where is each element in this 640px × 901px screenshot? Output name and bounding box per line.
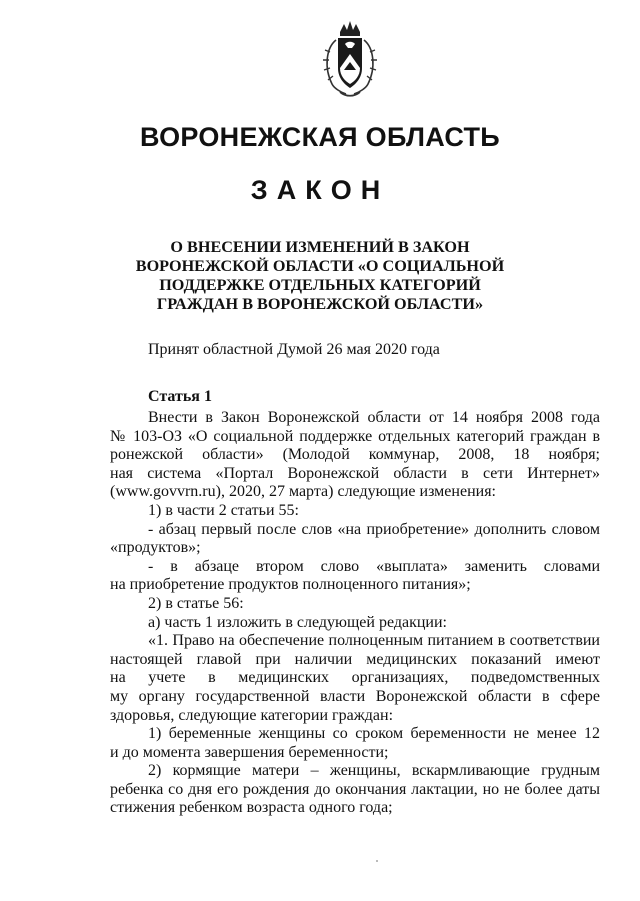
body-line: и до момента завершения беременности;	[110, 743, 389, 761]
law-title-line: О ВНЕСЕНИИ ИЗМЕНЕНИЙ В ЗАКОН	[170, 238, 470, 256]
body-line: «продуктов»;	[110, 539, 201, 557]
body-line: (www.govvrn.ru), 2020, 27 марта) следующие изменения:	[110, 483, 496, 501]
article-heading: Статья 1	[148, 388, 212, 405]
law-title-line: ВОРОНЕЖСКОЙ ОБЛАСТИ «О СОЦИАЛЬНОЙ	[135, 257, 505, 275]
body-line: на приобретение продуктов полноценного питания»;	[110, 576, 471, 594]
body-line: 2) кормящие матери – женщины, вскармливающие грудным	[148, 762, 600, 780]
body-line: - в абзаце втором слово «выплата» заменить словами	[148, 557, 600, 575]
body-line: на учете в медицинских организациях, подведомственных	[110, 669, 600, 687]
body-line: 2) в статье 56:	[148, 594, 244, 612]
scan-speck	[376, 860, 378, 862]
body-line: «1. Право на обеспечение полноценным питанием в соответствии	[148, 632, 600, 650]
body-line: 1) беременные женщины со сроком беременности не менее 12	[148, 725, 600, 743]
body-line: ребенка со дня его рождения до окончания лактации, но не более даты	[110, 780, 600, 798]
body-line: № 103-ОЗ «О социальной поддержке отдельных категорий граждан в	[110, 427, 600, 445]
document-type-heading: ЗАКОН	[250, 175, 390, 205]
law-title	[130, 238, 510, 314]
body-line: стижения ребенком возраста одного года;	[110, 799, 393, 817]
coat-of-arms-emblem	[318, 18, 382, 100]
body-line: настоящей главой при наличии медицинских показаний имеют	[110, 650, 600, 668]
region-heading: ВОРОНЕЖСКАЯ ОБЛАСТЬ	[139, 122, 501, 152]
body-line: - абзац первый после слов «на приобретение» дополнить словом	[148, 520, 600, 538]
adoption-note: Принят областной Думой 26 мая 2020 года	[148, 341, 440, 358]
body-line: ронежской области» (Молодой коммунар, 2008, 18 ноября;	[110, 446, 600, 464]
law-title-line: ПОДДЕРЖКЕ ОТДЕЛЬНЫХ КАТЕГОРИЙ	[159, 276, 481, 294]
body-line: ная система «Портал Воронежской области в сети Интернет»	[110, 464, 600, 482]
article-body	[110, 409, 600, 818]
body-line: здоровья, следующие категории граждан:	[110, 706, 394, 724]
body-line: а) часть 1 изложить в следующей редакции:	[148, 613, 447, 631]
body-line: 1) в части 2 статьи 55:	[148, 501, 299, 519]
body-line: му органу государственной власти Воронежской области в сфере	[110, 687, 600, 705]
body-line: Внести в Закон Воронежской области от 14 ноября 2008 года	[148, 409, 600, 426]
law-title-line: ГРАЖДАН В ВОРОНЕЖСКОЙ ОБЛАСТИ»	[156, 295, 484, 313]
